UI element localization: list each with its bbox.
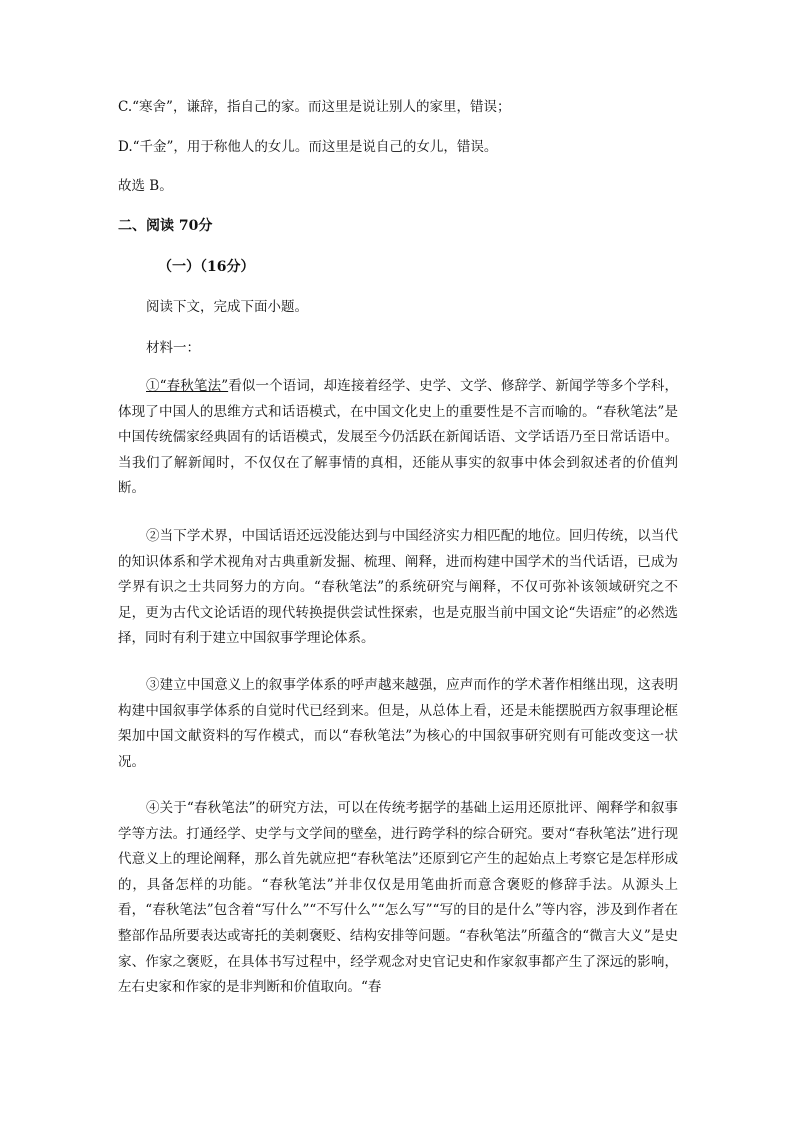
option-c-explanation: C.“寒舍”，谦辞，指自己的家。而这里是说让别人的家里，错误； bbox=[118, 99, 511, 115]
paragraph-1-text: 看似一个语词，却连接着经学、史学、文学、修辞学、新闻学等多个学科，体现了中国人的思维方式和话语模式，在中国文化史上的重要性是不言而喻的。“春秋笔法”是中国传统儒家经典固有的话语模式，发展至今仍活跃在新闻话语、文学话语乃至日常话语中。当我们了解新闻时，不仅仅在了解事情的真相，还能从事实的叙事中体会到叙述者的价值判断。 bbox=[118, 378, 678, 497]
section-title: 二、阅读 70分 bbox=[118, 218, 213, 234]
paragraph-2: ②当下学术界，中国话语还远没能达到与中国经济实力相匹配的地位。回归传统，以当代的知识体系和学术视角对古典重新发掘、梳理、阐释，进而构建中国学术的当代话语，已成为学界有识之士共同努力的方向。“春秋笔法”的系统研究与阐释，不仅可弥补该领域研究之不足，更为古代文论话语的现代转换提供尝试性探索，也是克服当前中国文论“失语症”的必然选择，同时有利于建立中国叙事学理论体系。 bbox=[118, 528, 678, 647]
answer-line: 故选 B。 bbox=[118, 178, 173, 194]
instruction-text: 阅读下文，完成下面小题。 bbox=[146, 299, 308, 315]
paragraph-1 bbox=[118, 374, 678, 502]
underlined-term: ①“春秋笔法” bbox=[146, 378, 229, 394]
paragraph-4: ④关于“春秋笔法”的研究方法，可以在传统考据学的基础上运用还原批评、阐释学和叙事学等方法。打通经学、史学与文学间的壁垒，进行跨学科的综合研究。要对“春秋笔法”进行现代意义上的理论阐释，那么首先就应把“春秋笔法”还原到它产生的起始点上考察它是怎样形成的，具备怎样的功能。“春秋笔法”并非仅仅是用笔曲折而意含褒贬的修辞手法。从源头上看，“春秋笔法”包含着“写什么”“不写什么”“怎么写”“写的目的是什么”等内容，涉及到作者在整部作品所要表达或寄托的美刺褒贬、结构安排等问题。“春秋笔法”所蕴含的“微言大义”是史家、作家之褒贬，在具体书写过程中，经学观念对史官记史和作家叙事都产生了深远的影响，左右史家和作家的是非判断和价值取向。“春 bbox=[118, 800, 678, 996]
subsection-title: （一）（16分） bbox=[158, 259, 255, 275]
option-d-explanation: D.“千金”，用于称他人的女儿。而这里是说自己的女儿，错误。 bbox=[118, 139, 498, 155]
material-label: 材料一： bbox=[146, 340, 200, 356]
paragraph-3: ③建立中国意义上的叙事学体系的呼声越来越强，应声而作的学术著作相继出现，这表明构建中国叙事学体系的自觉时代已经到来。但是，从总体上看，还是未能摆脱西方叙事理论框架加中国文献资料的写作模式，而以“春秋笔法”为核心的中国叙事研究则有可能改变这一状况。 bbox=[118, 677, 678, 770]
